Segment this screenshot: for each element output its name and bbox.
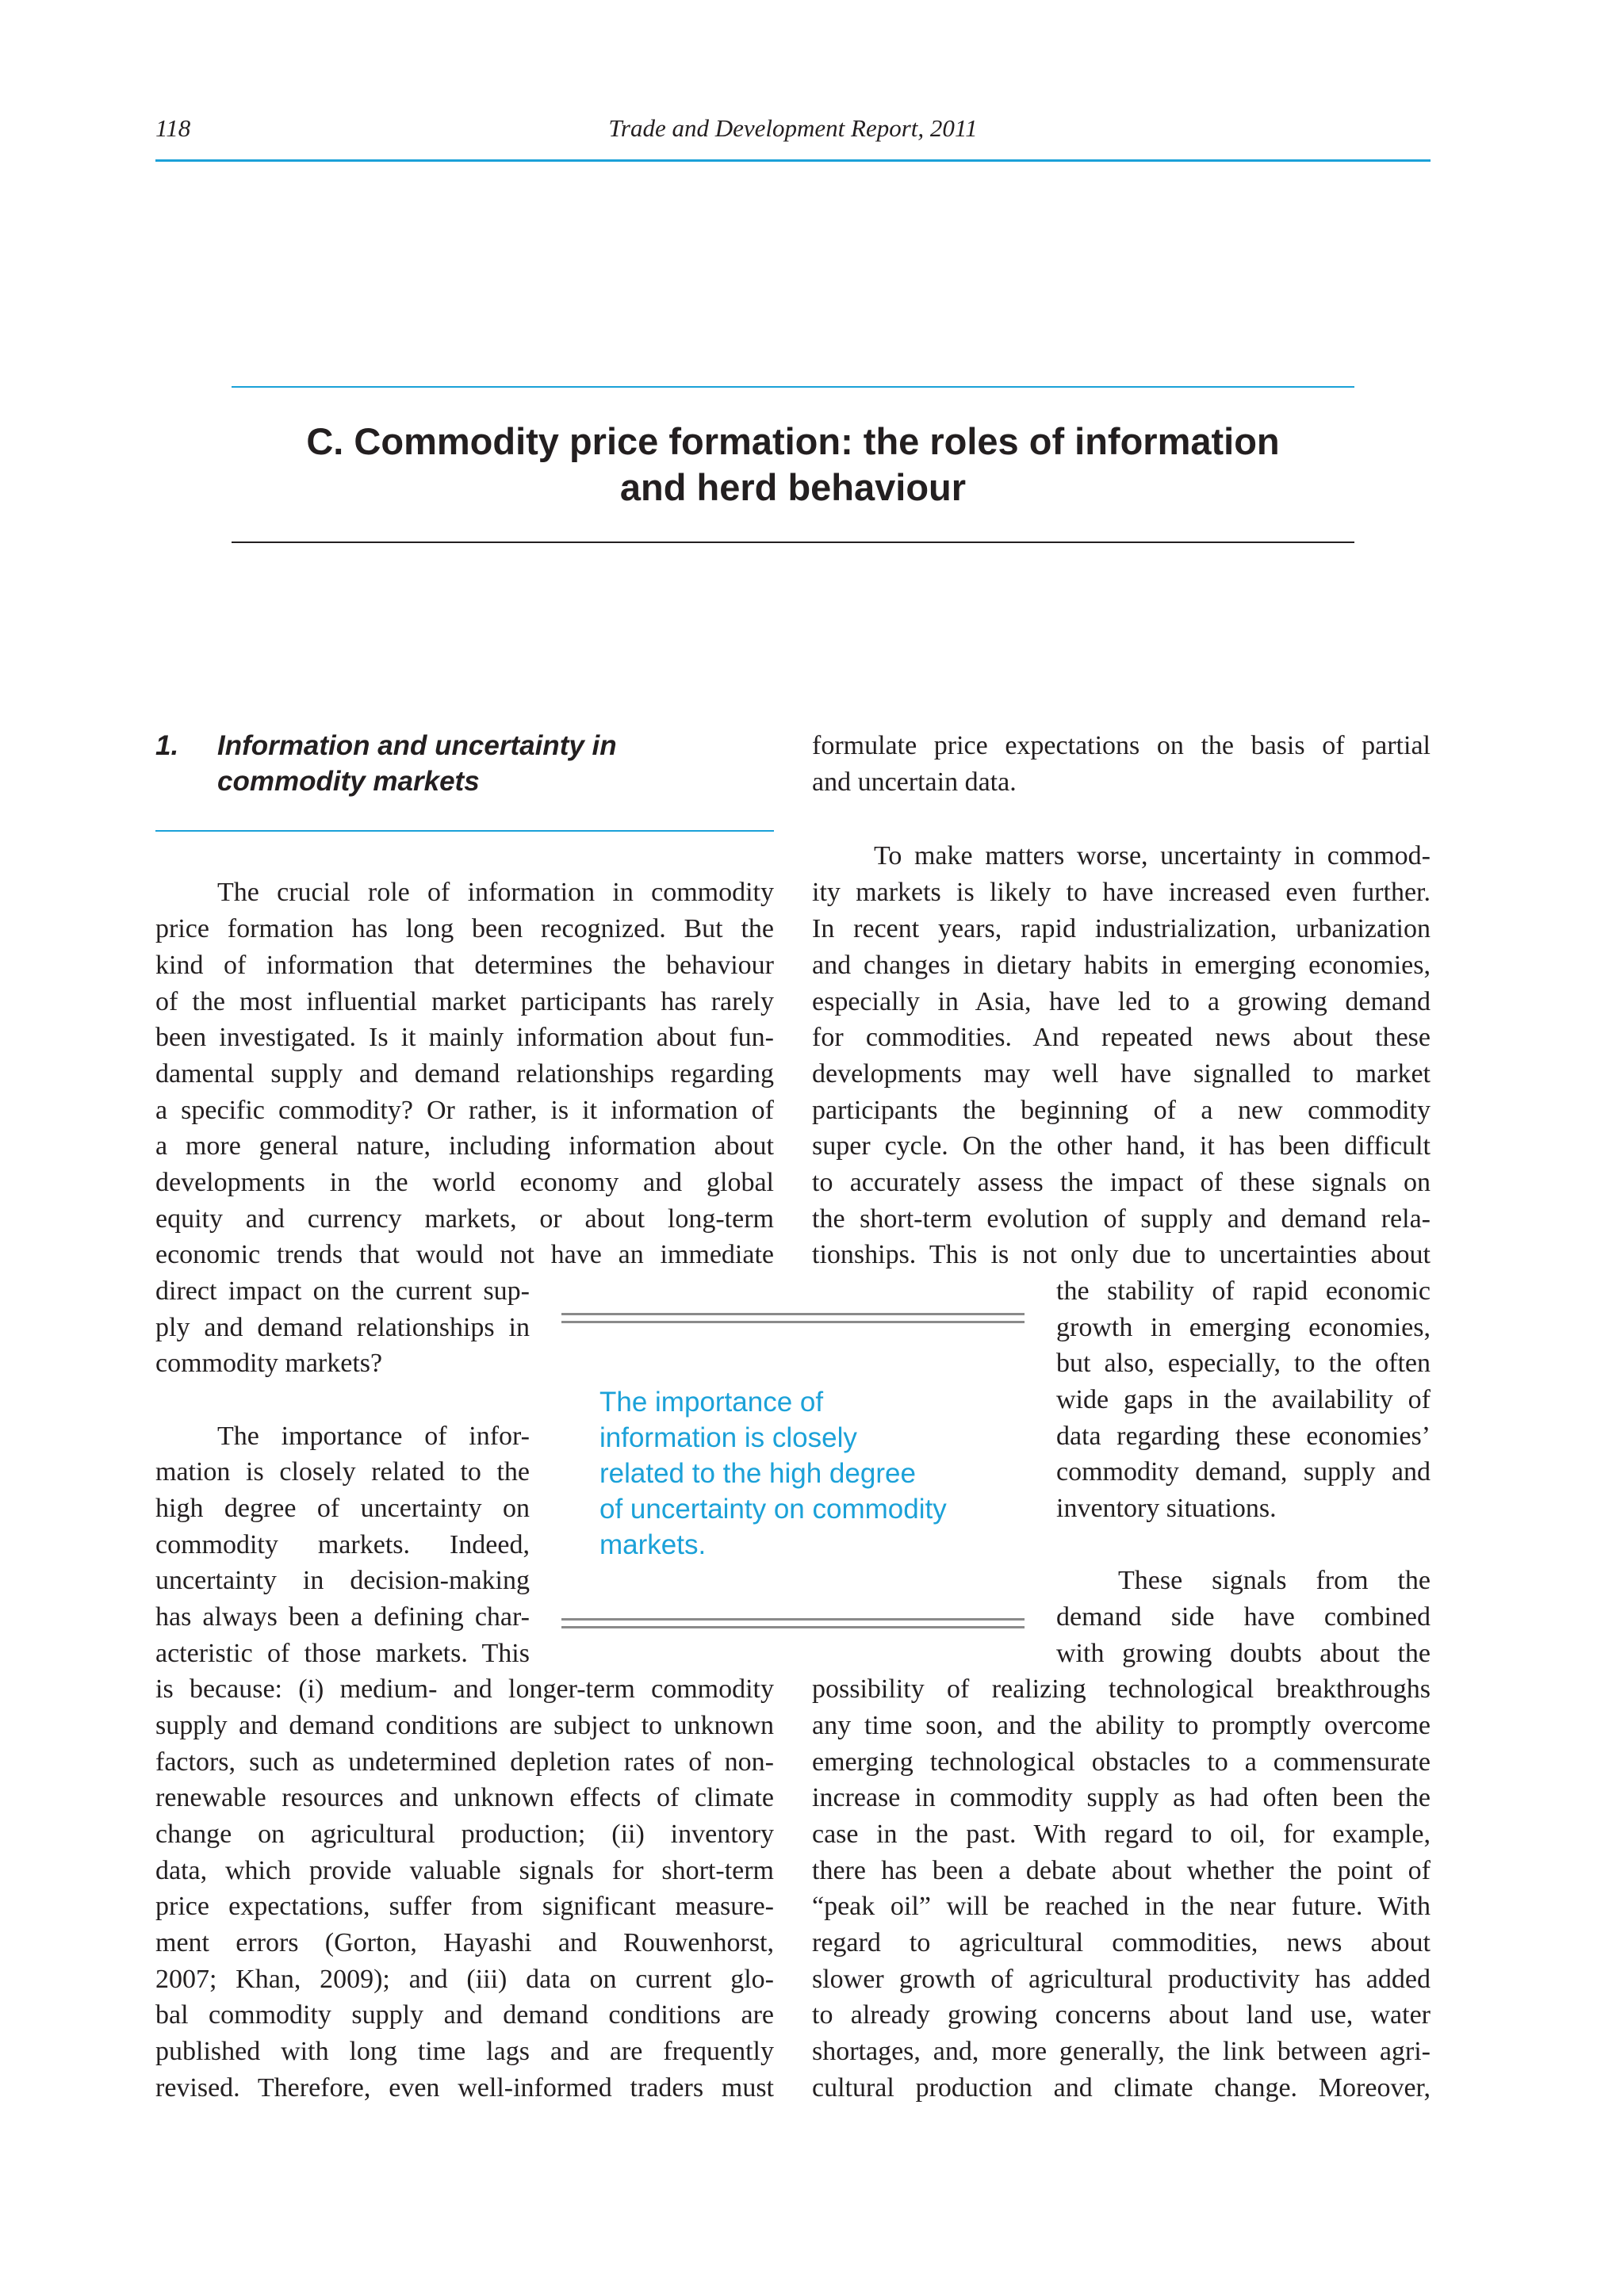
section-title [232,419,1354,511]
body-line: cultural production and climate change. Moreover, [812,2073,1431,2103]
body-line: participants the beginning of a new commodity [812,1096,1431,1125]
subsection-title [217,728,788,799]
body-line: tionships. This is not only due to uncertainties about [812,1240,1431,1269]
body-line: wide gaps in the availability of [1056,1385,1431,1414]
pull-quote-line: The importance of [599,1387,824,1418]
body-line: formulate price expectations on the basis of partial [812,731,1431,760]
body-line: revised. Therefore, even well-informed traders must [155,2073,774,2103]
header-rule [155,159,1431,162]
pull-quote-top-rule [561,1313,1025,1315]
body-line: demand side have combined [1056,1602,1431,1632]
pull-quote-line: of uncertainty on commodity [599,1494,947,1525]
body-line: These signals from the [1118,1566,1431,1595]
body-line: In recent years, rapid industrialization, urbanization [812,914,1431,943]
body-line: To make matters worse, uncertainty in commod- [874,841,1431,871]
body-line: there has been a debate about whether the point of [812,1856,1431,1885]
pull-quote-top-rule [561,1321,1025,1323]
running-header-title: Trade and Development Report, 2011 [608,114,978,142]
pull-quote-line: information is closely [599,1422,857,1453]
subsection-title-line: commodity markets [217,766,480,797]
body-line: commodity markets? [155,1349,383,1378]
body-line: high degree of uncertainty on [155,1494,530,1523]
body-line: to accurately assess the impact of these signals on [812,1168,1431,1197]
body-line: price formation has long been recognized. But the [155,914,774,943]
body-line: of the most influential market participants has rarely [155,987,774,1016]
body-line: mation is closely related to the [155,1457,530,1487]
body-line: a more general nature, including information about [155,1131,774,1161]
body-line: emerging technological obstacles to a commensurate [812,1747,1431,1777]
body-line: data regarding these economies’ [1056,1422,1431,1451]
body-line: especially in Asia, have led to a growing demand [812,987,1431,1016]
body-line: damental supply and demand relationships regarding [155,1059,774,1089]
body-line: bal commodity supply and demand conditions are [155,2000,774,2030]
body-line: is because: (i) medium- and longer-term commodity [155,1674,774,1704]
body-line: shortages, and, more generally, the link between agri- [812,2037,1431,2066]
body-line: ply and demand relationships in [155,1313,530,1342]
body-line: super cycle. On the other hand, it has been difficult [812,1131,1431,1161]
body-line: supply and demand conditions are subject to unknown [155,1711,774,1740]
body-line: to already growing concerns about land use, water [812,2000,1431,2030]
body-line: ment errors (Gorton, Hayashi and Rouwenhorst, [155,1928,774,1957]
pull-quote-bottom-rule [561,1626,1025,1628]
body-line: the short-term evolution of supply and demand rela- [812,1204,1431,1234]
pull-quote-bottom-rule [561,1618,1025,1621]
body-line: and changes in dietary habits in emerging economies, [812,951,1431,980]
body-line: published with long time lags and are frequently [155,2037,774,2066]
body-line: growth in emerging economies, [1056,1313,1431,1342]
body-line: has always been a defining char- [155,1602,530,1632]
body-line: direct impact on the current sup- [155,1276,530,1306]
section-bottom-rule [232,541,1354,543]
body-line: a specific commodity? Or rather, is it information of [155,1096,774,1125]
body-line: acteristic of those markets. This [155,1639,530,1668]
pull-quote-line: related to the high degree [599,1458,916,1489]
subsection-number: 1. [155,730,179,761]
section-top-rule [232,386,1354,388]
body-line: developments may well have signalled to market [812,1059,1431,1089]
body-line: The importance of infor- [217,1422,530,1451]
body-line: data, which provide valuable signals for short-term [155,1856,774,1885]
body-line: any time soon, and the ability to promptly overcome [812,1711,1431,1740]
body-line: been investigated. Is it mainly information about fun- [155,1023,774,1052]
body-line: The crucial role of information in commodity [217,878,774,907]
subsection-rule [155,830,774,832]
body-line: commodity demand, supply and [1056,1457,1431,1487]
body-line: renewable resources and unknown effects of climate [155,1783,774,1812]
body-line: inventory situations. [1056,1494,1277,1523]
body-line: economic trends that would not have an immediate [155,1240,774,1269]
body-line: for commodities. And repeated news about these [812,1023,1431,1052]
pull-quote-line: markets. [599,1529,707,1560]
body-line: the stability of rapid economic [1056,1276,1431,1306]
body-line: uncertainty in decision-making [155,1566,530,1595]
body-line: ity markets is likely to have increased even further. [812,878,1431,907]
body-line: 2007; Khan, 2009); and (iii) data on current glo- [155,1965,774,1994]
section-title-line: C. Commodity price formation: the roles of information [306,420,1280,462]
body-line: developments in the world economy and global [155,1168,774,1197]
subsection-title-line: Information and uncertainty in [217,730,617,761]
body-line: kind of information that determines the behaviour [155,951,774,980]
body-line: slower growth of agricultural productivity has added [812,1965,1431,1994]
page-number: 118 [155,114,191,142]
body-line: but also, especially, to the often [1056,1349,1431,1378]
body-line: equity and currency markets, or about long-term [155,1204,774,1234]
body-line: increase in commodity supply as had often been the [812,1783,1431,1812]
body-line: case in the past. With regard to oil, for example, [812,1820,1431,1849]
body-line: commodity markets. Indeed, [155,1530,530,1559]
body-line: price expectations, suffer from significant measure- [155,1892,774,1921]
body-line: “peak oil” will be reached in the near future. With [812,1892,1431,1921]
body-line: possibility of realizing technological breakthroughs [812,1674,1431,1704]
body-line: regard to agricultural commodities, news about [812,1928,1431,1957]
body-line: factors, such as undetermined depletion rates of non- [155,1747,774,1777]
body-line: change on agricultural production; (ii) inventory [155,1820,774,1849]
body-line: with growing doubts about the [1056,1639,1431,1668]
pull-quote [599,1384,1012,1563]
body-line: and uncertain data. [812,767,1017,797]
section-title-line: and herd behaviour [619,466,967,508]
